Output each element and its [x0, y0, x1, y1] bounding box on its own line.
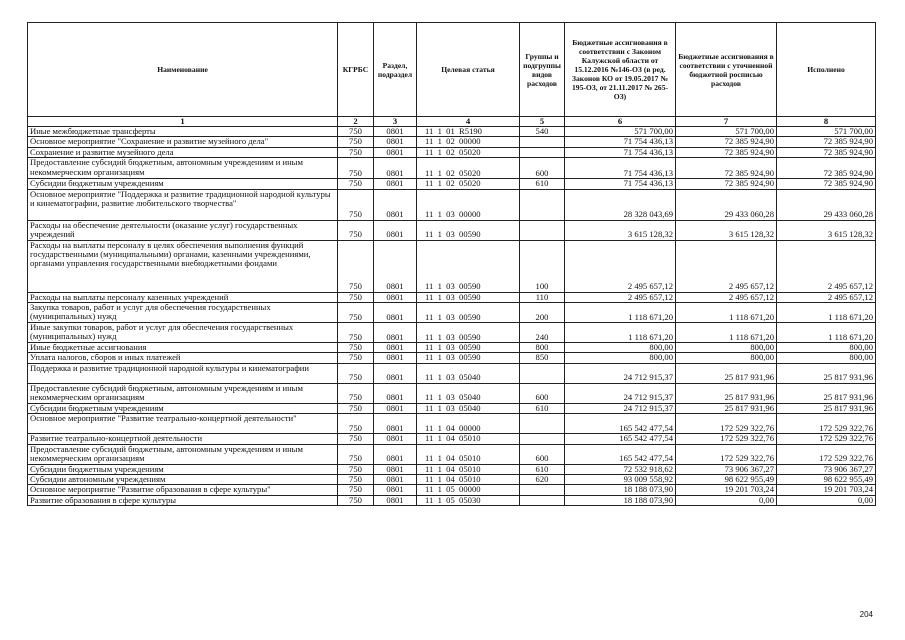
row-target-article: 11 1 03 00590 — [417, 220, 520, 240]
row-kgrbs: 750 — [338, 137, 374, 147]
page-number: 204 — [859, 610, 873, 619]
row-executed-amount: 29 433 060,28 — [777, 189, 876, 220]
row-expense-group: 610 — [520, 179, 565, 189]
row-target-article: 11 1 01 R5190 — [417, 127, 520, 137]
row-razdel: 0801 — [374, 414, 417, 434]
row-name: Закупка товаров, работ и услуг для обеспечения государственных (муниципальных) нужд — [28, 303, 338, 323]
row-name: Развитие театрально-концертной деятельности — [28, 434, 338, 444]
table-row — [28, 158, 876, 179]
row-kgrbs: 750 — [338, 383, 374, 403]
row-budget-refined-amount: 25 817 931,96 — [676, 403, 777, 413]
row-executed-amount: 172 529 322,76 — [777, 434, 876, 444]
row-target-article: 11 1 05 05030 — [417, 495, 520, 505]
header-expense-groups: Группы и подгруппы видов расходов — [520, 23, 565, 117]
row-budget-refined-amount: 29 433 060,28 — [676, 189, 777, 220]
row-budget-law-amount: 24 712 915,37 — [565, 403, 676, 413]
budget-table — [27, 22, 876, 506]
row-target-article: 11 1 03 05040 — [417, 403, 520, 413]
row-kgrbs: 750 — [338, 475, 374, 485]
row-expense-group — [520, 363, 565, 383]
row-razdel: 0801 — [374, 363, 417, 383]
row-kgrbs: 750 — [338, 403, 374, 413]
table-row — [28, 495, 876, 505]
table-row — [28, 179, 876, 189]
row-expense-group — [520, 434, 565, 444]
row-executed-amount: 19 201 703,24 — [777, 485, 876, 495]
row-kgrbs: 750 — [338, 485, 374, 495]
row-razdel: 0801 — [374, 434, 417, 444]
table-row — [28, 403, 876, 413]
column-number: 6 — [565, 117, 676, 127]
row-budget-refined-amount: 1 118 671,20 — [676, 303, 777, 323]
row-expense-group — [520, 137, 565, 147]
table-row — [28, 353, 876, 363]
row-executed-amount: 25 817 931,96 — [777, 363, 876, 383]
row-target-article: 11 1 03 00590 — [417, 353, 520, 363]
table-body — [28, 127, 876, 506]
row-budget-law-amount: 2 495 657,12 — [565, 292, 676, 302]
row-name: Предоставление субсидий бюджетным, автономным учреждениям и иным некоммерческим организациям — [28, 158, 338, 179]
row-name: Предоставление субсидий бюджетным, автономным учреждениям и иным некоммерческим организациям — [28, 444, 338, 464]
column-number: 8 — [777, 117, 876, 127]
column-number: 1 — [28, 117, 338, 127]
row-expense-group: 110 — [520, 292, 565, 302]
row-budget-refined-amount: 25 817 931,96 — [676, 363, 777, 383]
row-name: Поддержка и развитие традиционной народной культуры и кинематографии — [28, 363, 338, 383]
row-name: Субсидии бюджетным учреждениям — [28, 403, 338, 413]
row-expense-group: 100 — [520, 240, 565, 292]
row-executed-amount: 571 700,00 — [777, 127, 876, 137]
row-razdel: 0801 — [374, 220, 417, 240]
row-razdel: 0801 — [374, 383, 417, 403]
row-name: Субсидии бюджетным учреждениям — [28, 179, 338, 189]
row-razdel: 0801 — [374, 464, 417, 474]
row-kgrbs: 750 — [338, 179, 374, 189]
row-budget-refined-amount: 2 495 657,12 — [676, 240, 777, 292]
header-target-article: Целевая статья — [417, 23, 520, 117]
table-row — [28, 343, 876, 353]
row-expense-group: 610 — [520, 403, 565, 413]
row-budget-refined-amount: 800,00 — [676, 353, 777, 363]
row-razdel: 0801 — [374, 475, 417, 485]
row-razdel: 0801 — [374, 127, 417, 137]
row-target-article: 11 1 04 05010 — [417, 434, 520, 444]
row-kgrbs: 750 — [338, 363, 374, 383]
row-budget-refined-amount: 3 615 128,32 — [676, 220, 777, 240]
table-row — [28, 485, 876, 495]
row-target-article: 11 1 02 05020 — [417, 179, 520, 189]
table-row — [28, 189, 876, 220]
row-razdel: 0801 — [374, 147, 417, 157]
row-budget-law-amount: 18 188 073,90 — [565, 485, 676, 495]
row-executed-amount: 800,00 — [777, 353, 876, 363]
row-razdel: 0801 — [374, 343, 417, 353]
row-name: Основное мероприятие "Поддержка и развитие традиционной народной культуры и кинематографии, развитие любительского творчества" — [28, 189, 338, 220]
row-razdel: 0801 — [374, 179, 417, 189]
row-budget-law-amount: 1 118 671,20 — [565, 323, 676, 343]
row-budget-law-amount: 571 700,00 — [565, 127, 676, 137]
table-row — [28, 292, 876, 302]
row-target-article: 11 1 02 05020 — [417, 158, 520, 179]
row-expense-group — [520, 485, 565, 495]
row-budget-refined-amount: 19 201 703,24 — [676, 485, 777, 495]
row-name: Субсидии автономным учреждениям — [28, 475, 338, 485]
column-number: 5 — [520, 117, 565, 127]
header-budget-law: Бюджетные ассигнования в соответствии с Законом Калужской области от 15.12.2016 №146-ОЗ (в ред. Законов КО от 19.05.2017 № 195-ОЗ, от 21.11.2017 № 265-ОЗ) — [565, 23, 676, 117]
row-razdel: 0801 — [374, 485, 417, 495]
column-number: 4 — [417, 117, 520, 127]
row-target-article: 11 1 03 00590 — [417, 343, 520, 353]
row-executed-amount: 72 385 924,90 — [777, 179, 876, 189]
row-budget-law-amount: 71 754 436,13 — [565, 137, 676, 147]
row-name: Предоставление субсидий бюджетным, автономным учреждениям и иным некоммерческим организациям — [28, 383, 338, 403]
header-executed: Исполнено — [777, 23, 876, 117]
table-row — [28, 127, 876, 137]
row-target-article: 11 1 03 00000 — [417, 189, 520, 220]
row-target-article: 11 1 04 05010 — [417, 475, 520, 485]
row-razdel: 0801 — [374, 137, 417, 147]
row-name: Расходы на обеспечение деятельности (оказание услуг) государственных учреждений — [28, 220, 338, 240]
row-executed-amount: 3 615 128,32 — [777, 220, 876, 240]
row-razdel: 0801 — [374, 158, 417, 179]
row-expense-group: 800 — [520, 343, 565, 353]
row-budget-refined-amount: 172 529 322,76 — [676, 444, 777, 464]
row-name: Сохранение и развитие музейного дела — [28, 147, 338, 157]
table-row — [28, 220, 876, 240]
row-expense-group: 600 — [520, 383, 565, 403]
column-number: 7 — [676, 117, 777, 127]
row-razdel: 0801 — [374, 303, 417, 323]
row-kgrbs: 750 — [338, 414, 374, 434]
row-razdel: 0801 — [374, 495, 417, 505]
row-executed-amount: 25 817 931,96 — [777, 403, 876, 413]
row-budget-refined-amount: 98 622 955,49 — [676, 475, 777, 485]
row-target-article: 11 1 02 00000 — [417, 137, 520, 147]
row-razdel: 0801 — [374, 189, 417, 220]
row-target-article: 11 1 03 00590 — [417, 323, 520, 343]
row-expense-group — [520, 220, 565, 240]
row-budget-refined-amount: 2 495 657,12 — [676, 292, 777, 302]
row-executed-amount: 73 906 367,27 — [777, 464, 876, 474]
row-executed-amount: 1 118 671,20 — [777, 303, 876, 323]
row-expense-group: 200 — [520, 303, 565, 323]
row-kgrbs: 750 — [338, 240, 374, 292]
header-kgrbs: КГРБС — [338, 23, 374, 117]
table-row — [28, 414, 876, 434]
row-expense-group: 540 — [520, 127, 565, 137]
row-target-article: 11 1 05 00000 — [417, 485, 520, 495]
row-kgrbs: 750 — [338, 343, 374, 353]
row-expense-group — [520, 189, 565, 220]
header-row — [28, 23, 876, 117]
row-budget-law-amount: 1 118 671,20 — [565, 303, 676, 323]
row-budget-law-amount: 165 542 477,54 — [565, 434, 676, 444]
row-name: Иные межбюджетные трансферты — [28, 127, 338, 137]
row-executed-amount: 2 495 657,12 — [777, 240, 876, 292]
row-executed-amount: 2 495 657,12 — [777, 292, 876, 302]
row-target-article: 11 1 03 05040 — [417, 383, 520, 403]
row-kgrbs: 750 — [338, 292, 374, 302]
row-budget-law-amount: 71 754 436,13 — [565, 147, 676, 157]
table-row — [28, 147, 876, 157]
row-kgrbs: 750 — [338, 158, 374, 179]
row-target-article: 11 1 04 05010 — [417, 464, 520, 474]
column-number: 2 — [338, 117, 374, 127]
row-target-article: 11 1 03 00590 — [417, 292, 520, 302]
row-expense-group: 600 — [520, 444, 565, 464]
row-expense-group: 850 — [520, 353, 565, 363]
row-executed-amount: 172 529 322,76 — [777, 414, 876, 434]
row-target-article: 11 1 03 00590 — [417, 303, 520, 323]
row-budget-refined-amount: 1 118 671,20 — [676, 323, 777, 343]
column-number: 3 — [374, 117, 417, 127]
column-number-row — [28, 117, 876, 127]
row-razdel: 0801 — [374, 444, 417, 464]
row-kgrbs: 750 — [338, 464, 374, 474]
table-row — [28, 363, 876, 383]
row-razdel: 0801 — [374, 240, 417, 292]
row-target-article: 11 1 04 05010 — [417, 444, 520, 464]
row-budget-law-amount: 93 009 558,92 — [565, 475, 676, 485]
row-budget-refined-amount: 72 385 924,90 — [676, 137, 777, 147]
row-name: Основное мероприятие "Сохранение и развитие музейного дела" — [28, 137, 338, 147]
row-budget-law-amount: 800,00 — [565, 353, 676, 363]
row-executed-amount: 98 622 955,49 — [777, 475, 876, 485]
header-razdel: Раздел, подраздел — [374, 23, 417, 117]
row-name: Иные закупки товаров, работ и услуг для обеспечения государственных (муниципальных) нужд — [28, 323, 338, 343]
table-row — [28, 303, 876, 323]
row-budget-law-amount: 71 754 436,13 — [565, 179, 676, 189]
row-kgrbs: 750 — [338, 434, 374, 444]
row-executed-amount: 72 385 924,90 — [777, 158, 876, 179]
row-expense-group — [520, 147, 565, 157]
row-budget-refined-amount: 800,00 — [676, 343, 777, 353]
row-executed-amount: 172 529 322,76 — [777, 444, 876, 464]
row-expense-group — [520, 414, 565, 434]
row-razdel: 0801 — [374, 323, 417, 343]
row-budget-law-amount: 800,00 — [565, 343, 676, 353]
row-name: Развитие образования в сфере культуры — [28, 495, 338, 505]
row-razdel: 0801 — [374, 292, 417, 302]
row-name: Основное мероприятие "Развитие образования в сфере культуры" — [28, 485, 338, 495]
row-budget-refined-amount: 0,00 — [676, 495, 777, 505]
row-kgrbs: 750 — [338, 220, 374, 240]
row-kgrbs: 750 — [338, 323, 374, 343]
table-row — [28, 240, 876, 292]
table-row — [28, 444, 876, 464]
row-expense-group — [520, 495, 565, 505]
table-row — [28, 464, 876, 474]
header-budget-refined: Бюджетные ассигнования в соответствии с уточненной бюджетной росписью расходов — [676, 23, 777, 117]
table-row — [28, 434, 876, 444]
row-kgrbs: 750 — [338, 189, 374, 220]
row-executed-amount: 72 385 924,90 — [777, 147, 876, 157]
row-budget-refined-amount: 571 700,00 — [676, 127, 777, 137]
row-expense-group: 240 — [520, 323, 565, 343]
row-expense-group: 610 — [520, 464, 565, 474]
row-kgrbs: 750 — [338, 127, 374, 137]
row-budget-law-amount: 24 712 915,37 — [565, 363, 676, 383]
row-name: Уплата налогов, сборов и иных платежей — [28, 353, 338, 363]
row-budget-refined-amount: 72 385 924,90 — [676, 158, 777, 179]
row-kgrbs: 750 — [338, 495, 374, 505]
row-executed-amount: 25 817 931,96 — [777, 383, 876, 403]
row-executed-amount: 72 385 924,90 — [777, 137, 876, 147]
header-name: Наименование — [28, 23, 338, 117]
row-target-article: 11 1 04 00000 — [417, 414, 520, 434]
row-target-article: 11 1 03 05040 — [417, 363, 520, 383]
row-kgrbs: 750 — [338, 444, 374, 464]
row-name: Иные бюджетные ассигнования — [28, 343, 338, 353]
row-budget-law-amount: 2 495 657,12 — [565, 240, 676, 292]
row-executed-amount: 0,00 — [777, 495, 876, 505]
row-executed-amount: 800,00 — [777, 343, 876, 353]
row-budget-refined-amount: 72 385 924,90 — [676, 179, 777, 189]
row-name: Основное мероприятие "Развитие театрально-концертной деятельности" — [28, 414, 338, 434]
row-budget-refined-amount: 25 817 931,96 — [676, 383, 777, 403]
row-budget-law-amount: 18 188 073,90 — [565, 495, 676, 505]
row-kgrbs: 750 — [338, 353, 374, 363]
row-budget-refined-amount: 72 385 924,90 — [676, 147, 777, 157]
row-target-article: 11 1 03 00590 — [417, 240, 520, 292]
row-razdel: 0801 — [374, 353, 417, 363]
row-name: Расходы на выплаты персоналу казенных учреждений — [28, 292, 338, 302]
row-target-article: 11 1 02 05020 — [417, 147, 520, 157]
row-budget-law-amount: 71 754 436,13 — [565, 158, 676, 179]
row-budget-law-amount: 72 532 918,62 — [565, 464, 676, 474]
row-budget-refined-amount: 172 529 322,76 — [676, 434, 777, 444]
table-row — [28, 137, 876, 147]
table-row — [28, 323, 876, 343]
row-kgrbs: 750 — [338, 303, 374, 323]
row-budget-law-amount: 165 542 477,54 — [565, 444, 676, 464]
row-razdel: 0801 — [374, 403, 417, 413]
row-kgrbs: 750 — [338, 147, 374, 157]
row-budget-law-amount: 28 328 043,69 — [565, 189, 676, 220]
row-expense-group: 620 — [520, 475, 565, 485]
row-budget-law-amount: 24 712 915,37 — [565, 383, 676, 403]
row-budget-law-amount: 165 542 477,54 — [565, 414, 676, 434]
row-expense-group: 600 — [520, 158, 565, 179]
table-row — [28, 475, 876, 485]
row-name: Расходы на выплаты персоналу в целях обеспечения выполнения функций государственными (муниципальными) органами, казенными учреждениями, органами управления государственными внебюджетными фондами — [28, 240, 338, 292]
row-budget-refined-amount: 172 529 322,76 — [676, 414, 777, 434]
row-budget-law-amount: 3 615 128,32 — [565, 220, 676, 240]
row-name: Субсидии бюджетным учреждениям — [28, 464, 338, 474]
row-executed-amount: 1 118 671,20 — [777, 323, 876, 343]
table-row — [28, 383, 876, 403]
row-budget-refined-amount: 73 906 367,27 — [676, 464, 777, 474]
